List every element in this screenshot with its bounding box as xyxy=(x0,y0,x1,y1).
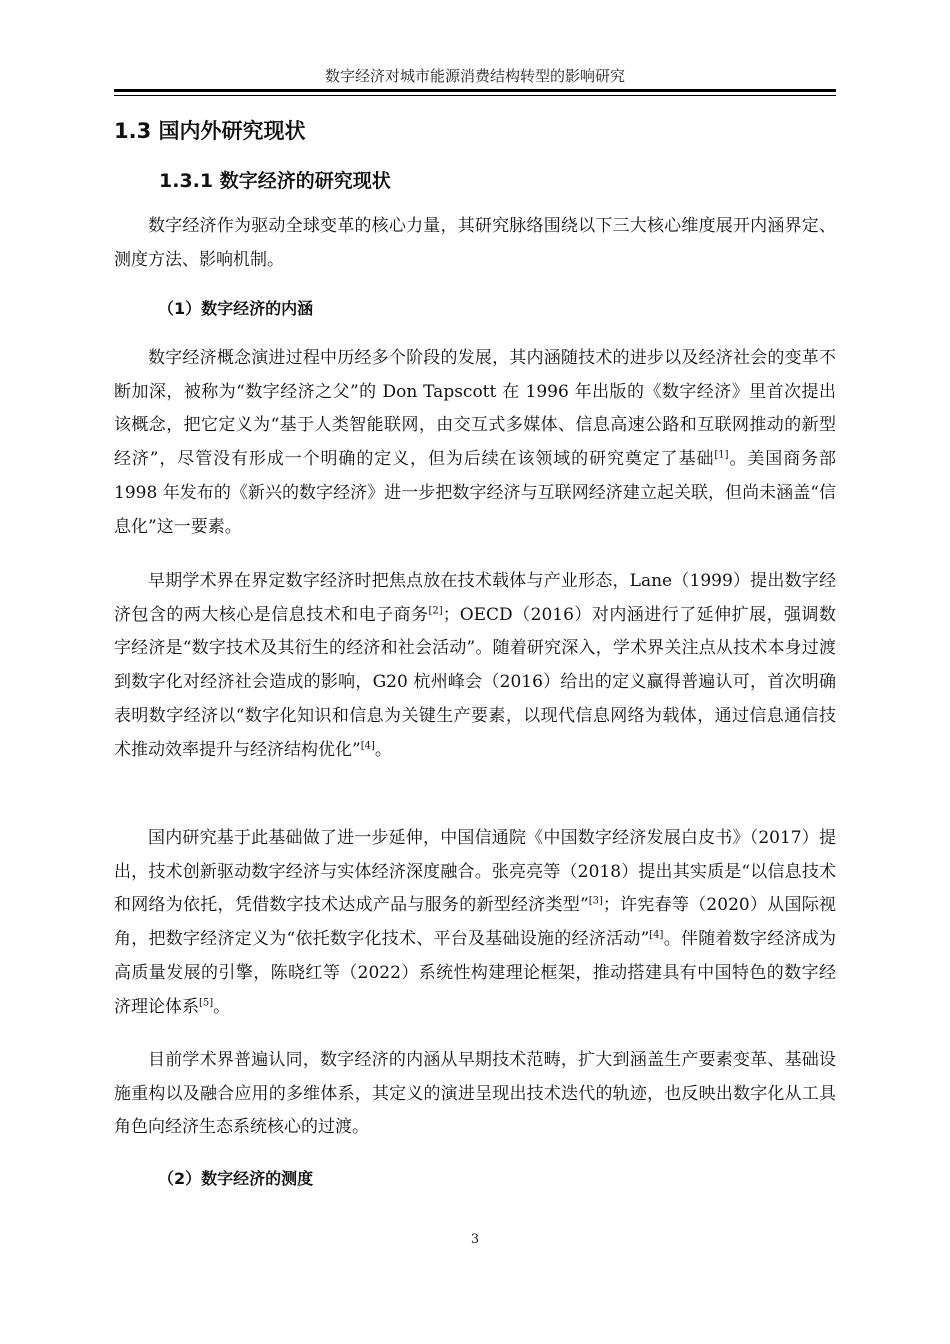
paragraph-text: 。 xyxy=(374,739,392,760)
citation-ref: [3] xyxy=(588,895,603,907)
citation-ref: [2] xyxy=(428,605,443,617)
paragraph-text: 。美国商务部 1998 年发布的《新兴的数字经济》进一步把数字经济与互联网经济建立起关联，但尚未涵盖“信息化”这一要素。 xyxy=(114,449,836,537)
paragraph-early-definitions xyxy=(114,565,836,767)
intro-paragraph: 数字经济作为驱动全球变革的核心力量，其研究脉络围绕以下三大核心维度展开内涵界定、测度方法、影响机制。 xyxy=(114,216,836,270)
citation-ref: [4] xyxy=(649,929,664,941)
citation-ref: [4] xyxy=(360,739,375,751)
header-rule-thick xyxy=(114,89,836,92)
paragraph-text: 。伴随着数字经济成为高质量发展的引擎，陈晓红等（2022）系统性构建理论框架，推动搭建具有中国特色的数字经济理论体系 xyxy=(114,929,836,1017)
citation-ref: [1] xyxy=(714,449,729,461)
header-rule-thin xyxy=(114,95,836,96)
subheading-measurement: （2）数字经济的测度 xyxy=(158,1169,314,1188)
paragraph-domestic-research xyxy=(114,822,836,1024)
section-heading: 1.3 国内外研究现状 xyxy=(114,119,306,143)
paragraph-text: ；OECD（2016）对内涵进行了延伸扩展，强调数字经济是“数字技术及其衍生的经济和社会活动”。随着研究深入，学术界关注点从技术本身过渡到数字化对经济社会造成的影响，G20 杭州峰会（2016）给出的定义赢得普遍认可，首次明确表明数字经济以“数字化知识和信息为关键生产要素，以现代信息网络为载体，通过信息通信技术推动效率提升与经济结构优化” xyxy=(114,604,837,760)
paragraph-concept-evolution xyxy=(114,342,836,544)
citation-ref: [5] xyxy=(199,996,214,1008)
running-header: 数字经济对城市能源消费结构转型的影响研究 xyxy=(324,67,625,85)
subsection-heading: 1.3.1 数字经济的研究现状 xyxy=(159,170,391,192)
paragraph-text: 。 xyxy=(213,996,231,1017)
paragraph-consensus: 目前学术界普遍认同，数字经济的内涵从早期技术范畴，扩大到涵盖生产要素变革、基础设施重构以及融合应用的多维体系，其定义的演进呈现出技术迭代的轨迹，也反映出数字化从工具角色向经济生态系统核心的过渡。 xyxy=(114,1050,836,1138)
paragraph-text: 数字经济概念演进过程中历经多个阶段的发展，其内涵随技术的进步以及经济社会的变革不断加深，被称为“数字经济之父”的 Don Tapscott 在 1996 年出版的《数字经济》里首次提出该概念，把它定义为“基于人类智能联网，由交互式多媒体、信息高速公路和互联网推动的新型经济”，尽管没有形成一个明确的定义，但为后续在该领域的研究奠定了基础 xyxy=(114,348,836,470)
paragraph-text: ；许宪春等（2020）从国际视角，把数字经济定义为“依托数字化技术、平台及基础设施的经济活动” xyxy=(114,895,836,950)
page-number: 3 xyxy=(470,1232,480,1247)
paragraph-text: 国内研究基于此基础做了进一步延伸，中国信通院《中国数字经济发展白皮书》（2017）提出，技术创新驱动数字经济与实体经济深度融合。张亮亮等（2018）提出其实质是“以信息技术和网络为依托，凭借数字技术达成产品与服务的新型经济类型” xyxy=(114,828,836,916)
subheading-connotation: （1）数字经济的内涵 xyxy=(158,299,314,318)
paragraph-text: 早期学术界在界定数字经济时把焦点放在技术载体与产业形态，Lane（1999）提出数字经济包含的两大核心是信息技术和电子商务 xyxy=(114,571,836,625)
